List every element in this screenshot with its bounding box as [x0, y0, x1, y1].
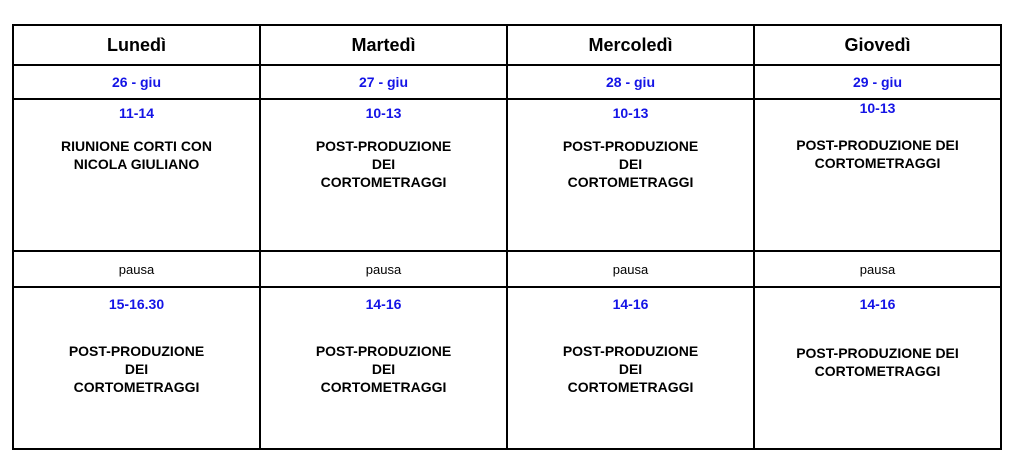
- afternoon-activity-tuesday: POST-PRODUZIONE DEI CORTOMETRAGGI: [315, 343, 452, 395]
- afternoon-time-wednesday: 14-16: [612, 296, 649, 312]
- afternoon-time-thursday: 14-16: [859, 296, 896, 312]
- afternoon-time-monday: 15-16.30: [108, 296, 165, 312]
- morning-time-monday: 11-14: [118, 105, 155, 121]
- morning-activity-monday: RIUNIONE CORTI CON NICOLA GIULIANO: [61, 138, 212, 172]
- morning-time-thursday: 10-13: [859, 100, 896, 116]
- morning-time-tuesday: 10-13: [365, 105, 402, 121]
- afternoon-cell-thursday: [754, 287, 1001, 449]
- pause-tuesday: pausa: [260, 251, 507, 287]
- date-row: [13, 65, 1001, 99]
- date-thursday: 29 - giu: [754, 65, 1001, 99]
- morning-slot-row: [13, 99, 1001, 251]
- afternoon-cell-monday: [13, 287, 260, 449]
- day-name-thursday: Giovedì: [754, 25, 1001, 65]
- day-name-tuesday: Martedì: [260, 25, 507, 65]
- afternoon-activity-thursday: POST-PRODUZIONE DEI CORTOMETRAGGI: [796, 345, 959, 379]
- pause-thursday: pausa: [754, 251, 1001, 287]
- afternoon-slot-row: [13, 287, 1001, 449]
- afternoon-cell-wednesday: [507, 287, 754, 449]
- morning-cell-thursday: [754, 99, 1001, 251]
- date-wednesday: 28 - giu: [507, 65, 754, 99]
- pause-wednesday: pausa: [507, 251, 754, 287]
- morning-activity-tuesday: POST-PRODUZIONE DEI CORTOMETRAGGI: [315, 138, 452, 190]
- afternoon-activity-monday: POST-PRODUZIONE DEI CORTOMETRAGGI: [68, 343, 205, 395]
- day-name-monday: Lunedì: [13, 25, 260, 65]
- weekly-schedule-table: [12, 24, 1002, 450]
- morning-cell-wednesday: [507, 99, 754, 251]
- afternoon-cell-tuesday: [260, 287, 507, 449]
- afternoon-activity-wednesday: POST-PRODUZIONE DEI CORTOMETRAGGI: [562, 343, 699, 395]
- pause-monday: pausa: [13, 251, 260, 287]
- morning-activity-wednesday: POST-PRODUZIONE DEI CORTOMETRAGGI: [562, 138, 699, 190]
- afternoon-time-tuesday: 14-16: [365, 296, 402, 312]
- pause-row: [13, 251, 1001, 287]
- day-name-wednesday: Mercoledì: [507, 25, 754, 65]
- day-header-row: [13, 25, 1001, 65]
- morning-cell-tuesday: [260, 99, 507, 251]
- morning-cell-monday: [13, 99, 260, 251]
- date-tuesday: 27 - giu: [260, 65, 507, 99]
- morning-activity-thursday: POST-PRODUZIONE DEI CORTOMETRAGGI: [796, 137, 959, 171]
- morning-time-wednesday: 10-13: [612, 105, 649, 121]
- date-monday: 26 - giu: [13, 65, 260, 99]
